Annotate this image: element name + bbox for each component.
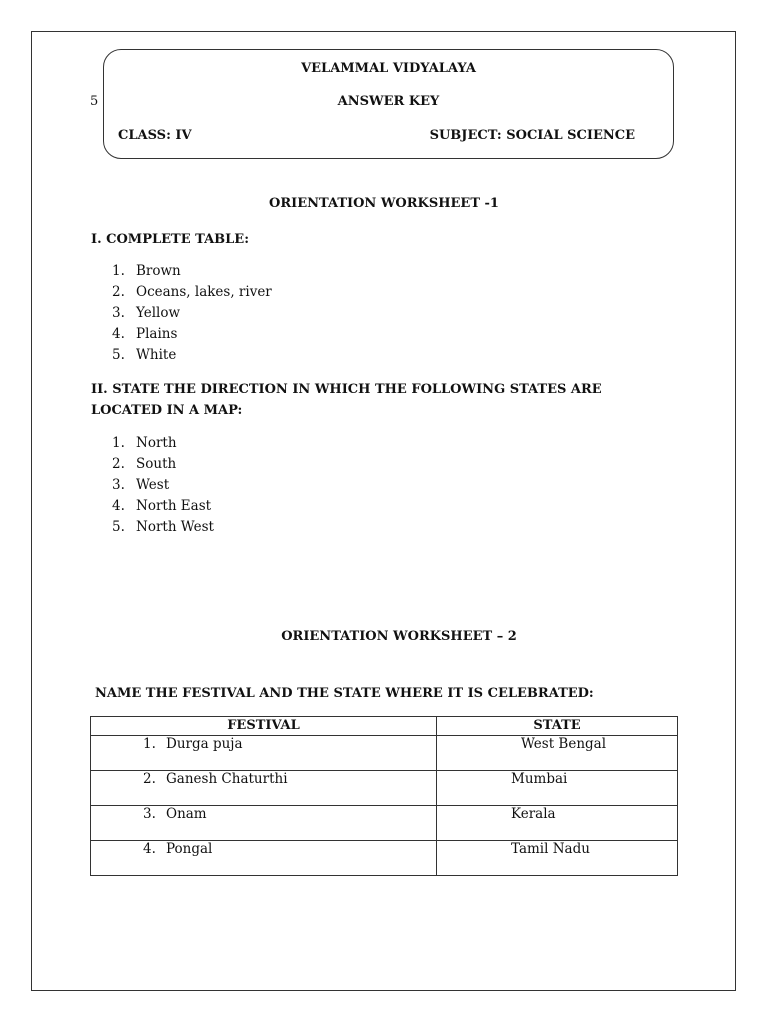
list-item: 5. White <box>112 347 177 363</box>
festival-cell: 2. Ganesh Chaturthi <box>91 771 437 806</box>
list-item: 2. Oceans, lakes, river <box>112 284 272 300</box>
state-cell: Tamil Nadu <box>437 841 678 876</box>
class-label: CLASS: IV <box>118 128 192 143</box>
festival-cell: 3. Onam <box>91 806 437 841</box>
list-item: 2. South <box>112 456 177 472</box>
worksheet1-title: ORIENTATION WORKSHEET -1 <box>269 196 499 211</box>
column-header-festival: FESTIVAL <box>91 717 437 736</box>
list-item: 3. West <box>112 477 170 493</box>
state-cell: Kerala <box>437 806 678 841</box>
list-item: 4. North East <box>112 498 212 514</box>
list-item: 1. Brown <box>112 263 181 279</box>
state-cell: Mumbai <box>437 771 678 806</box>
table-row <box>91 736 678 771</box>
document-type: ANSWER KEY <box>337 94 440 109</box>
table-header-row <box>91 717 678 736</box>
section1-heading: I. COMPLETE TABLE: <box>91 232 250 247</box>
section1-answer-list <box>112 261 272 366</box>
subject-label: SUBJECT: SOCIAL SCIENCE <box>429 128 635 143</box>
list-item: 5. North West <box>112 519 214 535</box>
margin-number: 5 <box>90 94 99 109</box>
column-header-state: STATE <box>437 717 678 736</box>
list-item: 4. Plains <box>112 326 178 342</box>
header-box <box>103 49 674 159</box>
list-item: 1. North <box>112 435 177 451</box>
festival-cell: 1. Durga puja <box>91 736 437 771</box>
state-cell: West Bengal <box>437 736 678 771</box>
festival-table <box>90 716 678 876</box>
list-item: 3. Yellow <box>112 305 181 321</box>
section2-answer-list <box>112 433 214 538</box>
table-row <box>91 806 678 841</box>
table-row <box>91 841 678 876</box>
worksheet2-title: ORIENTATION WORKSHEET – 2 <box>281 629 517 644</box>
worksheet2-heading: NAME THE FESTIVAL AND THE STATE WHERE IT IS CELEBRATED: <box>95 686 594 701</box>
festival-cell: 4. Pongal <box>91 841 437 876</box>
section2-heading: II. STATE THE DIRECTION IN WHICH THE FOLLOWING STATES ARE LOCATED IN A MAP: <box>91 382 602 418</box>
table-row <box>91 771 678 806</box>
school-name: VELAMMAL VIDYALAYA <box>301 61 476 76</box>
